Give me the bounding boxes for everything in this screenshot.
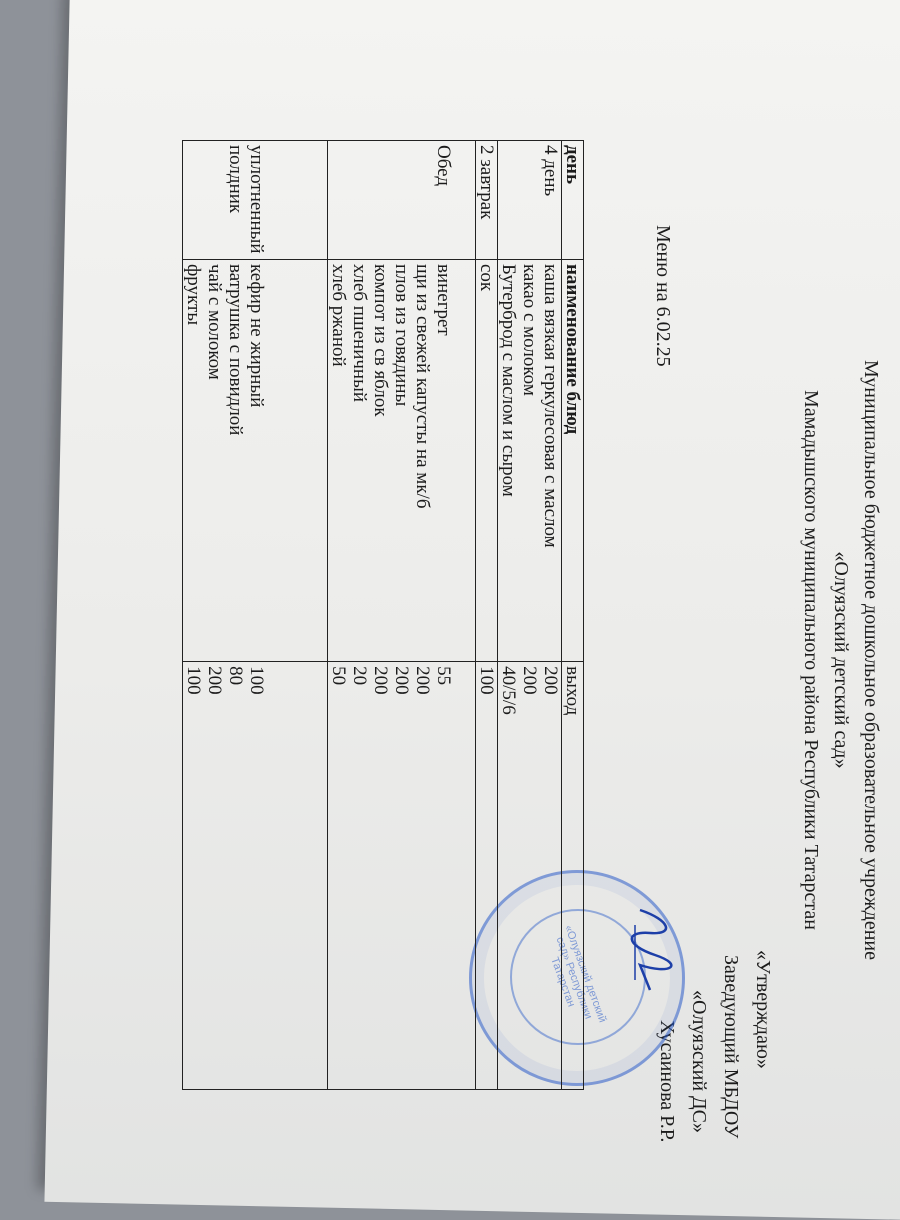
yield-item: 50: [328, 666, 349, 686]
header-line-1: Муниципальное бюджетное дошкольное образовательное учреждение: [860, 360, 882, 960]
yield-item: 100: [183, 666, 204, 695]
table-row: [498, 141, 562, 1090]
table-row: [183, 141, 328, 1090]
meal-name: 4 день: [498, 141, 562, 260]
dish-item: плов из говядины: [391, 263, 412, 407]
dish-item: кефир не жирный: [246, 263, 267, 408]
yield-list: [183, 662, 328, 1090]
header-line-3: Мамадышского муниципального района Республики Татарстан: [800, 390, 822, 930]
meal-name-line: полдник: [225, 145, 246, 214]
table-header-row: [562, 141, 584, 1090]
dish-list: [476, 259, 498, 661]
dish-item: щи из свежей капусты на мк/б: [412, 263, 433, 509]
yield-item: 100: [476, 666, 497, 695]
menu-title: Меню на 6.02.25: [652, 225, 674, 367]
dish-item: винегрет: [433, 263, 454, 336]
meal-name: 2 завтрак: [476, 141, 498, 260]
yield-item: 80: [225, 666, 246, 686]
yield-item: 20: [349, 666, 370, 686]
dish-item: какао с молоком: [519, 263, 540, 396]
yield-item: 40/5/6: [498, 666, 519, 715]
dish-item: сок: [476, 263, 497, 292]
meal-name-line: уплотненный: [246, 145, 267, 254]
signature-image: [620, 905, 680, 995]
dish-item: ватрушка с повидлой: [225, 263, 246, 436]
yield-item: 200: [519, 666, 540, 695]
header-dish: наименование блюд: [562, 259, 584, 661]
dish-list: [498, 259, 562, 661]
dish-item: хлеб ржаной: [328, 263, 349, 367]
meal-name: [183, 141, 328, 260]
meal-name: Обед: [328, 141, 476, 260]
dish-item: фрукты: [183, 263, 204, 326]
dish-item: Бутерброд с маслом и сыром: [498, 263, 519, 497]
yield-item: 200: [204, 666, 225, 695]
yield-item: 200: [391, 666, 412, 695]
dish-list: [183, 259, 328, 661]
dish-item: компот из св яблок: [370, 263, 391, 417]
yield-item: 200: [370, 666, 391, 695]
yield-list: [328, 662, 476, 1090]
header-day: день: [562, 141, 584, 260]
table-row: [476, 141, 498, 1090]
approval-name: Хусаинова Р.Р.: [656, 1020, 678, 1143]
yield-list: [498, 662, 562, 1090]
stamp-text: «Олуязский детский сад» Республики Татарстан: [548, 923, 609, 1025]
header-yield: выход: [562, 662, 584, 1090]
dish-list: [328, 259, 476, 661]
dish-item: чай с молоком: [204, 263, 225, 380]
approval-position: Заведующий МБДОУ: [720, 955, 742, 1139]
yield-item: 200: [540, 666, 561, 695]
dish-item: хлеб пшеничный: [349, 263, 370, 403]
dish-item: каша вязкая геркулесовая с маслом: [540, 263, 561, 548]
approval-heading: «Утверждаю»: [752, 950, 774, 1069]
approval-org: «Олуязский ДС»: [688, 990, 710, 1134]
table-row: [328, 141, 476, 1090]
yield-item: 100: [246, 666, 267, 695]
menu-table: [182, 140, 584, 1090]
yield-item: 55: [433, 666, 454, 686]
yield-item: 200: [412, 666, 433, 695]
yield-list: [476, 662, 498, 1090]
header-line-2: «Олуязский детский сад»: [830, 551, 852, 769]
